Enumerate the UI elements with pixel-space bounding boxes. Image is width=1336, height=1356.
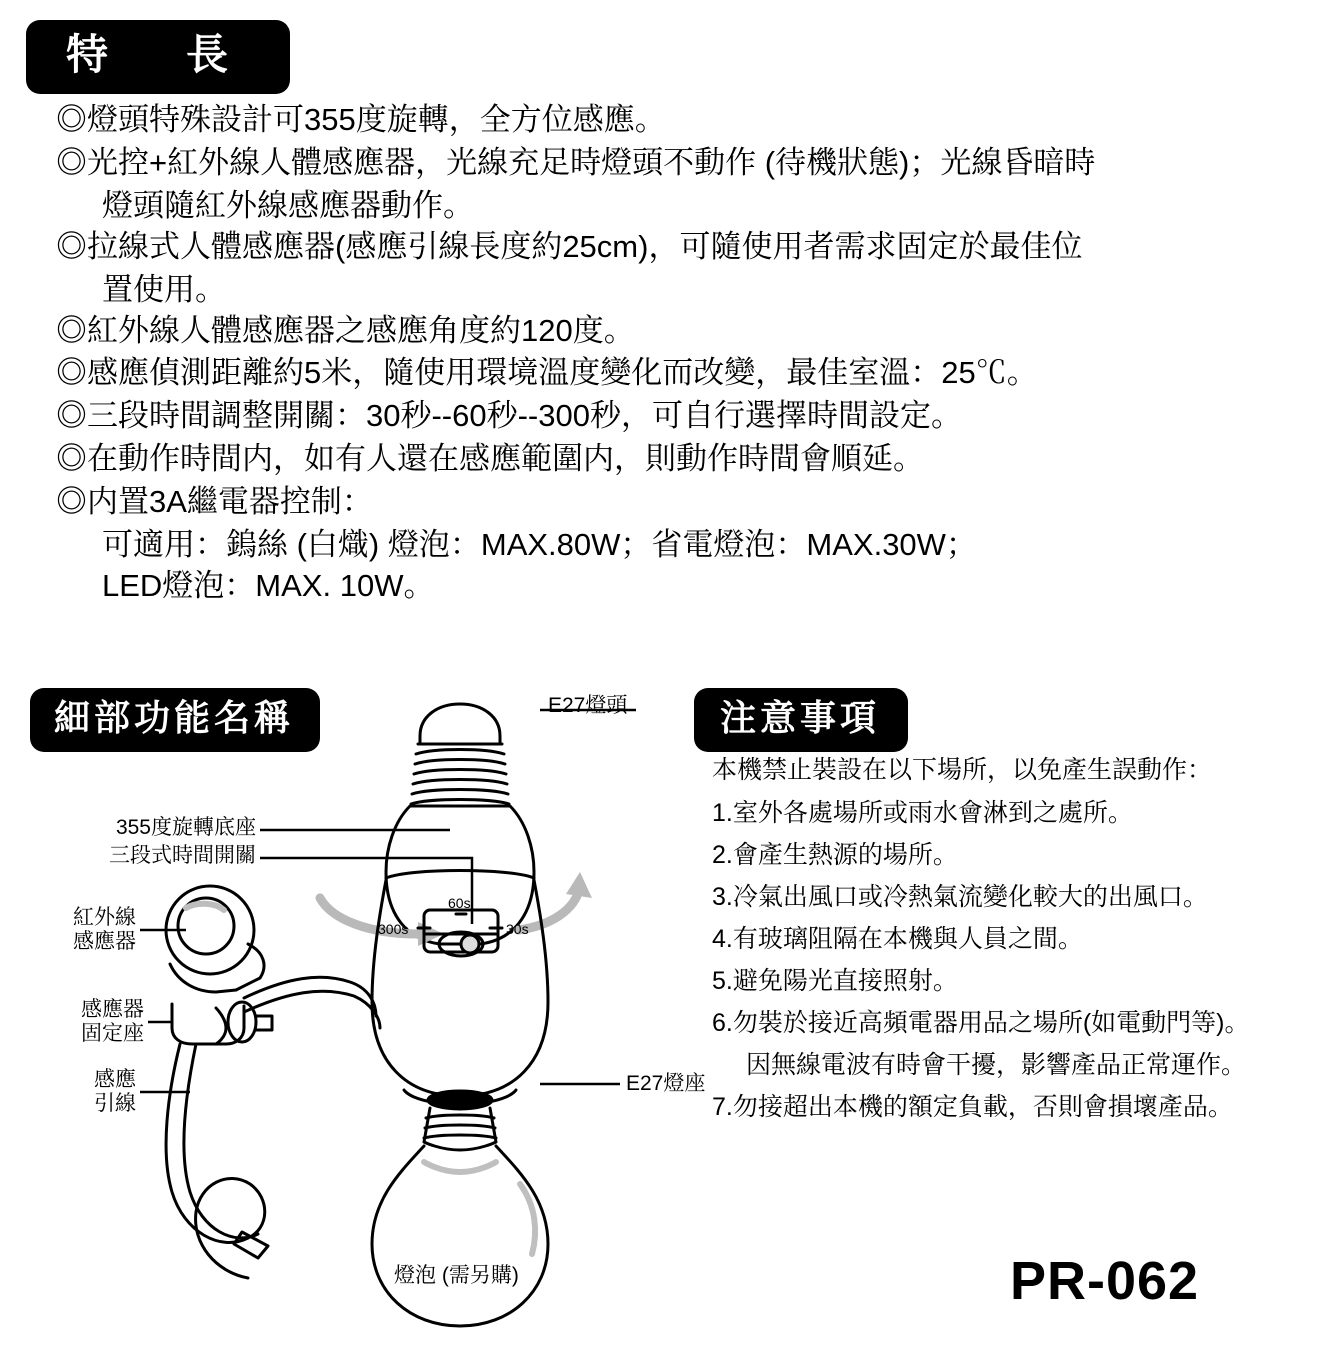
label-sensor-wire-line2: 引線 — [94, 1091, 136, 1115]
feature-item-continued: 燈頭隨紅外線感應器動作。 — [102, 187, 474, 223]
note-item: 1.室外各處場所或雨水會淋到之處所。 — [712, 799, 1133, 827]
label-rotate-base: 355度旋轉底座 — [115, 816, 256, 839]
label-ir-sensor-line2: 感應器 — [73, 929, 136, 953]
label-e27-head: E27燈頭 — [548, 694, 628, 717]
label-time-switch: 三段式時間開關 — [109, 844, 256, 867]
note-item: 5.避免陽光直接照射。 — [712, 967, 958, 995]
model-code: PR-062 — [1010, 1251, 1200, 1311]
note-item: 7.勿接超出本機的額定負載，否則會損壞產品。 — [712, 1093, 1233, 1121]
feature-item: ◎拉線式人體感應器(感應引線長度約25cm)，可隨使用者需求固定於最佳位 — [56, 228, 1083, 264]
switch-label-300s: 300s — [378, 921, 409, 937]
notes-intro: 本機禁止裝設在以下場所，以免產生誤動作： — [712, 756, 1213, 784]
feature-item: ◎感應偵測距離約5米，隨使用環境溫度變化而改變，最佳室溫：25℃。 — [56, 355, 1038, 391]
label-sensor-mount-line2: 固定座 — [81, 1021, 144, 1045]
notes-list — [712, 758, 1322, 1137]
label-e27-socket: E27燈座 — [626, 1072, 706, 1095]
label-ir-sensor-line1: 紅外線 — [73, 906, 136, 929]
feature-item: ◎在動作時間内，如有人還在感應範圍内，則動作時間會順延。 — [56, 441, 924, 477]
feature-item: ◎三段時間調整開關：30秒--60秒--300秒，可自行選擇時間設定。 — [56, 398, 962, 434]
label-ir-sensor — [34, 906, 136, 953]
label-bulb: 燈泡 (需另購) — [394, 1264, 519, 1287]
note-item: 2.會產生熱源的場所。 — [712, 841, 958, 869]
switch-label-30s: 30s — [506, 921, 529, 937]
feature-item: ◎内置3A繼電器控制： — [56, 484, 373, 520]
label-sensor-wire-line1: 感應 — [94, 1068, 136, 1091]
parts-section-header: 細部功能名稱 — [30, 688, 320, 752]
notes-section-header: 注意事項 — [694, 688, 908, 752]
features-list — [56, 100, 1306, 607]
features-section-header: 特 長 — [26, 20, 290, 94]
note-item-continued: 因無線電波有時會干擾，影響產品正常運作。 — [746, 1051, 1247, 1079]
feature-item-continued: LED燈泡：MAX. 10W。 — [102, 567, 435, 603]
feature-item-continued: 可適用：鎢絲 (白熾) 燈泡：MAX.80W；省電燈泡：MAX.30W； — [102, 527, 977, 563]
label-sensor-mount — [34, 998, 144, 1045]
label-sensor-mount-line1: 感應器 — [81, 998, 144, 1021]
product-diagram — [20, 672, 706, 1342]
feature-item-continued: 置使用。 — [102, 271, 226, 307]
feature-item: ◎紅外線人體感應器之感應角度約120度。 — [56, 312, 635, 348]
switch-label-60s: 60s — [448, 895, 471, 911]
feature-item: ◎光控+紅外線人體感應器，光線充足時燈頭不動作 (待機狀態)；光線昏暗時 — [56, 144, 1096, 180]
label-sensor-wire — [34, 1068, 136, 1115]
note-item: 3.冷氣出風口或冷熱氣流變化較大的出風口。 — [712, 883, 1208, 911]
note-item: 4.有玻璃阻隔在本機與人員之間。 — [712, 925, 1083, 953]
feature-item: ◎燈頭特殊設計可355度旋轉，全方位感應。 — [56, 102, 666, 137]
note-item: 6.勿裝於接近高頻電器用品之場所(如電動門等)。 — [712, 1009, 1250, 1037]
